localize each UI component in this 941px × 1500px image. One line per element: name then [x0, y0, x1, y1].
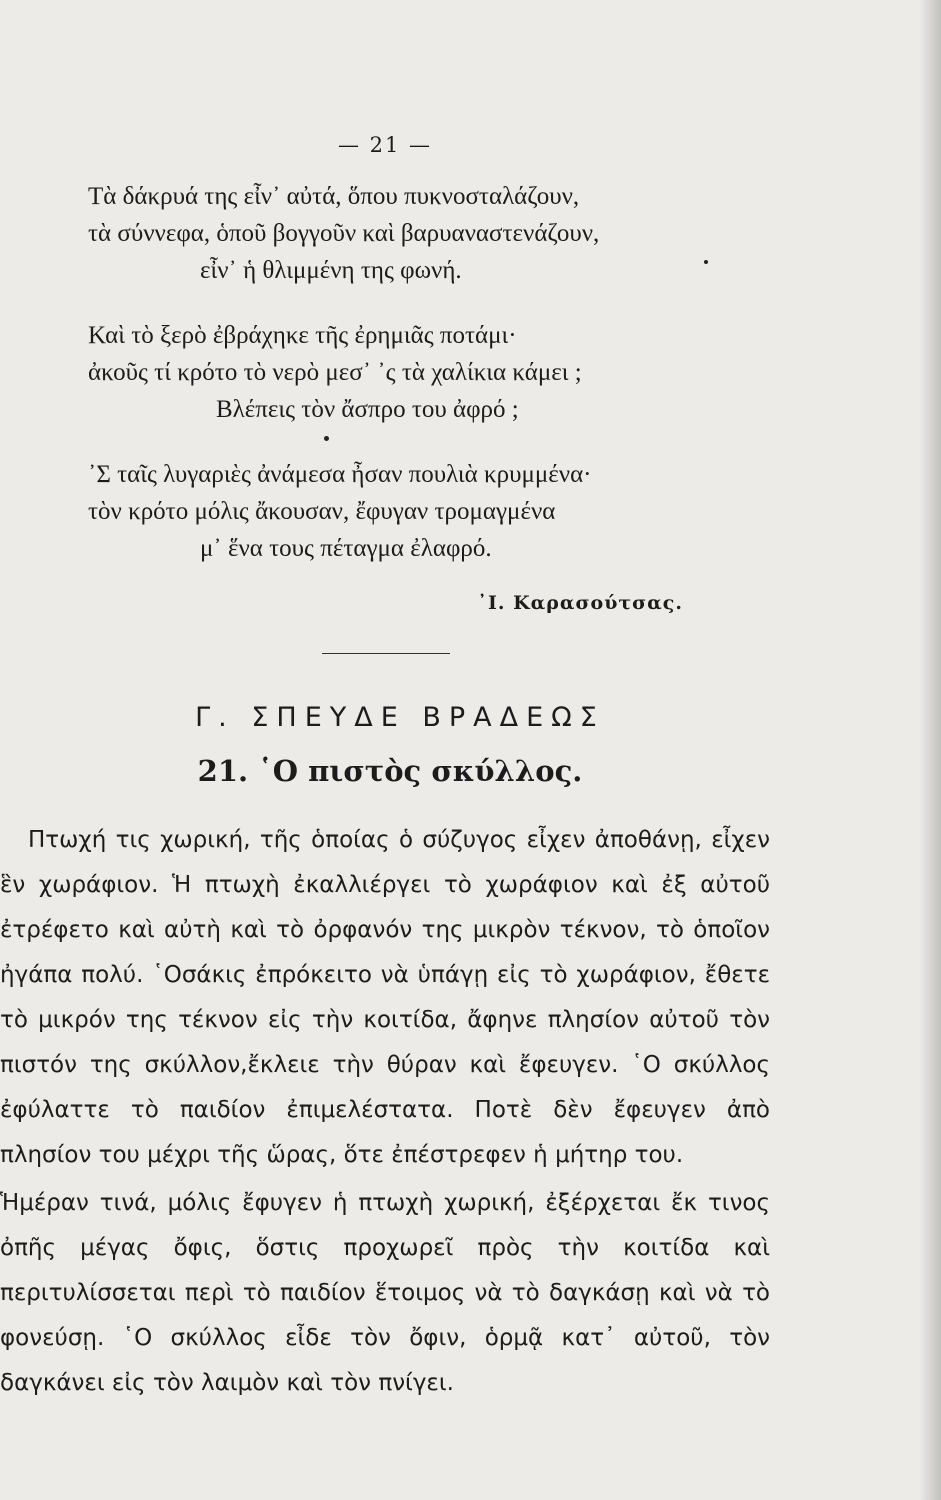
- poem-stanza: [88, 178, 728, 289]
- poem-line: ᾽Σ ταῖς λυγαριὲς ἀνάμεσα ἦσαν πουλιὰ κρυμμένα·: [88, 461, 592, 488]
- poem-line: τὸν κρότο μόλις ἄκουσαν, ἔφυγαν τρομαγμένα: [88, 498, 556, 525]
- page-number: — 21 —: [337, 133, 433, 157]
- poem-stanza: [88, 456, 728, 567]
- poem-line: Τὰ δάκρυά της εἶν᾽ αὐτά, ὅπου πυκνοσταλάζουν,: [88, 183, 580, 210]
- poem-line: ἀκοῦς τί κρότο τὸ νερὸ μεσ᾽ ᾽ς τὰ χαλίκια κάμει ;: [88, 359, 582, 386]
- paragraph: Πτωχή τις χωρική, τῆς ὁποίας ὁ σύζυγος εἶχεν ἀποθάνῃ, εἶχεν ἓν χωράφιον. Ἡ πτωχὴ ἐκαλλιέργει τὸ χωράφιον καὶ ἐξ αὐτοῦ ἐτρέφετο καὶ αὐτὴ καὶ τὸ ὀρφανόν της μικρὸν τέκνον, τὸ ὁποῖον ἠγάπα πολύ. ῾Οσάκις ἐπρόκειτο νὰ ὑπάγῃ εἰς τὸ χωράφιον, ἔθετε τὸ μικρόν της τέκνον εἰς τὴν κοιτίδα, ἄφηνε πλησίον αὐτοῦ τὸν πιστόν της σκύλλον,ἔκλειε τὴν θύραν καὶ ἔφευγεν. ῾Ο σκύλλος ἐφύλαττε τὸ παιδίον ἐπιμελέστατα. Ποτὲ δὲν ἔφευγεν ἀπὸ πλησίον του μέχρι τῆς ὥρας, ὅτε ἐπέστρεφεν ἡ μήτηρ του.: [0, 827, 770, 1168]
- poem-line: εἶν᾽ ἡ θλιμμένη της φωνή.: [200, 257, 462, 284]
- paragraph: Ἡμέραν τινά, μόλις ἔφυγεν ἡ πτωχὴ χωρική, ἐξέρχεται ἔκ τινος ὀπῆς μέγας ὄφις, ὅστις προχωρεῖ πρὸς τὴν κοιτίδα καὶ περιτυλίσσεται περὶ τὸ παιδίον ἕτοιμος νὰ τὸ δαγκάσῃ καὶ νὰ τὸ φονεύσῃ. ῾Ο σκύλλος εἶδε τὸν ὄφιν, ὁρμᾷ κατ᾽ αὐτοῦ, τὸν δαγκάνει εἰς τὸν λαιμὸν καὶ τὸν πνίγει.: [0, 1190, 770, 1396]
- lesson-title: 21. ῾Ο πιστὸς σκύλλος.: [197, 754, 583, 788]
- poem-line: τὰ σύννεφα, ὁποῦ βογγοῦν καὶ βαρυαναστενάζουν,: [88, 220, 600, 247]
- poem-line: Βλέπεις τὸν ἄσπρο του ἀφρό ;: [216, 396, 519, 423]
- poem-author: ᾽Ι. Καρασούτσας.: [477, 592, 683, 614]
- poem: [88, 178, 728, 595]
- page-edge-shadow: [919, 0, 941, 1500]
- ink-speck: [704, 260, 708, 264]
- poem-line: μ᾽ ἕνα τους πέταγμα ἐλαφρό.: [200, 535, 492, 562]
- ink-speck: [324, 436, 329, 441]
- poem-stanza: [88, 317, 728, 428]
- section-heading: Γ. ΣΠΕΥΔΕ ΒΡΑΔΕΩΣ: [195, 702, 605, 733]
- lesson-text: [0, 818, 770, 1409]
- poem-line: Καὶ τὸ ξερὸ ἐβράχηκε τῆς ἐρημιᾶς ποτάμι·: [88, 322, 517, 349]
- section-divider: [322, 653, 450, 654]
